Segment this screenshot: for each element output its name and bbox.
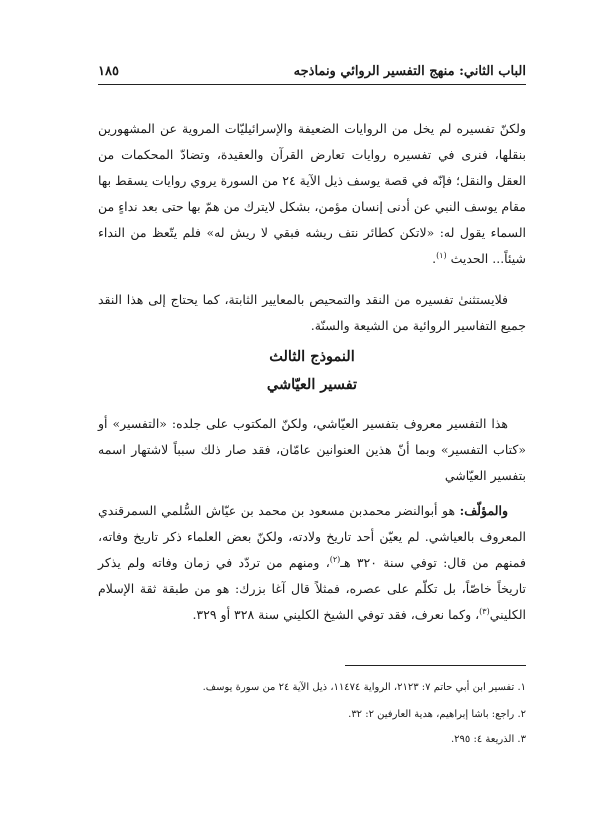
chapter-title: الباب الثاني: منهج التفسير الروائي ونماذجه [293, 63, 526, 79]
running-header [98, 58, 526, 84]
paragraph-2: فلايستثنىٰ تفسيره من النقد والتمحيص بالمعايير الثابتة، كما يحتاج إلى هذا النقد جميع التفاسير الروائية من الشيعة والسنّة. [98, 292, 526, 333]
footnote-ref-3: (٣) [479, 606, 490, 616]
paragraph-4-text-3: ، وكما نعرف، فقد توفي الشيخ الكليني سنة ٣٢٨ أو ٣٢٩. [192, 607, 480, 622]
footnote-2: ٢. راجع: باشا إبراهيم، هدية العارفين ٢: ٣٢. [348, 709, 526, 720]
footnote-ref-1: (١) [436, 250, 447, 260]
author-lead: والمؤلّف: [459, 503, 508, 518]
paragraph-3: هذا التفسير معروف بتفسير العيّاشي، ولكنّ المكتوب على جلده: «التفسير» أو «كتاب التفسير» وبما أنّ هذين العنوانين عامّان، فقد صار ذلك سبباً لاشتهار اسمه بتفسير العيّاشي [98, 416, 526, 483]
footnote-3: ٣. الذريعة ٤: ٢٩٥. [450, 734, 526, 745]
header-rule [98, 84, 526, 85]
footnote-rule [345, 665, 526, 666]
paragraph-1-end: . [432, 251, 437, 266]
paragraph-4-text-2: ، ومنهم من تردّد في زمان وفاته ولم يذكر تاريخاً خاصّاً، بل تكلّم على عصره، فمثلاً قال آغا بزرك: هو من طبقة ثقة الإسلام الكليني [98, 555, 526, 622]
paragraph-4 [98, 498, 526, 628]
section-heading: النموذج الثالث [269, 348, 355, 365]
footnote-1: ١. تفسير ابن أبي حاتم ٧: ٢١٢٣، الرواية ١١٤٧٤، ذيل الآية ٢٤ من سورة يوسف. [202, 682, 526, 693]
section-subheading: تفسير العيّاشي [266, 376, 358, 393]
paragraph-1-text: ولكنّ تفسيره لم يخل من الروايات الضعيفة والإسرائيليّات المروية عن المشهورين بنقلها، فنرى في تفسيره روايات تعارض القرآن والعقيدة، وتضادّ المحكمات من العقل والنقل؛ فإنّه في قصة يوسف ذيل الآية ٢٤ من السورة يروي روايات يسقط بها مقام يوسف النبي عن أدنى إنسان مؤمن، بشكل لايترك من همّ بها حتى بعد نداءٍ من السماء يقول له: «لاتكن كطائر نتف ريشه فبقي لا ريش له» فلم يتّعظ من النداء شيئاً... الحديث [98, 121, 526, 266]
paragraph-1 [98, 116, 526, 272]
page-number: ١٨٥ [98, 63, 119, 79]
paragraph-4-text-1: هو أبوالنضر محمدبن مسعود بن محمد بن عيّاش السُّلمي السمرقندي المعروف بالعياشي. لم يعيّن أحد تاريخ ولادته، ولكنّ بعض العلماء ذكر تاريخ وفاته، فمنهم من قال: توفي سنة ٣٢٠ هـ [98, 503, 526, 570]
footnote-ref-2: (٢) [329, 554, 341, 564]
